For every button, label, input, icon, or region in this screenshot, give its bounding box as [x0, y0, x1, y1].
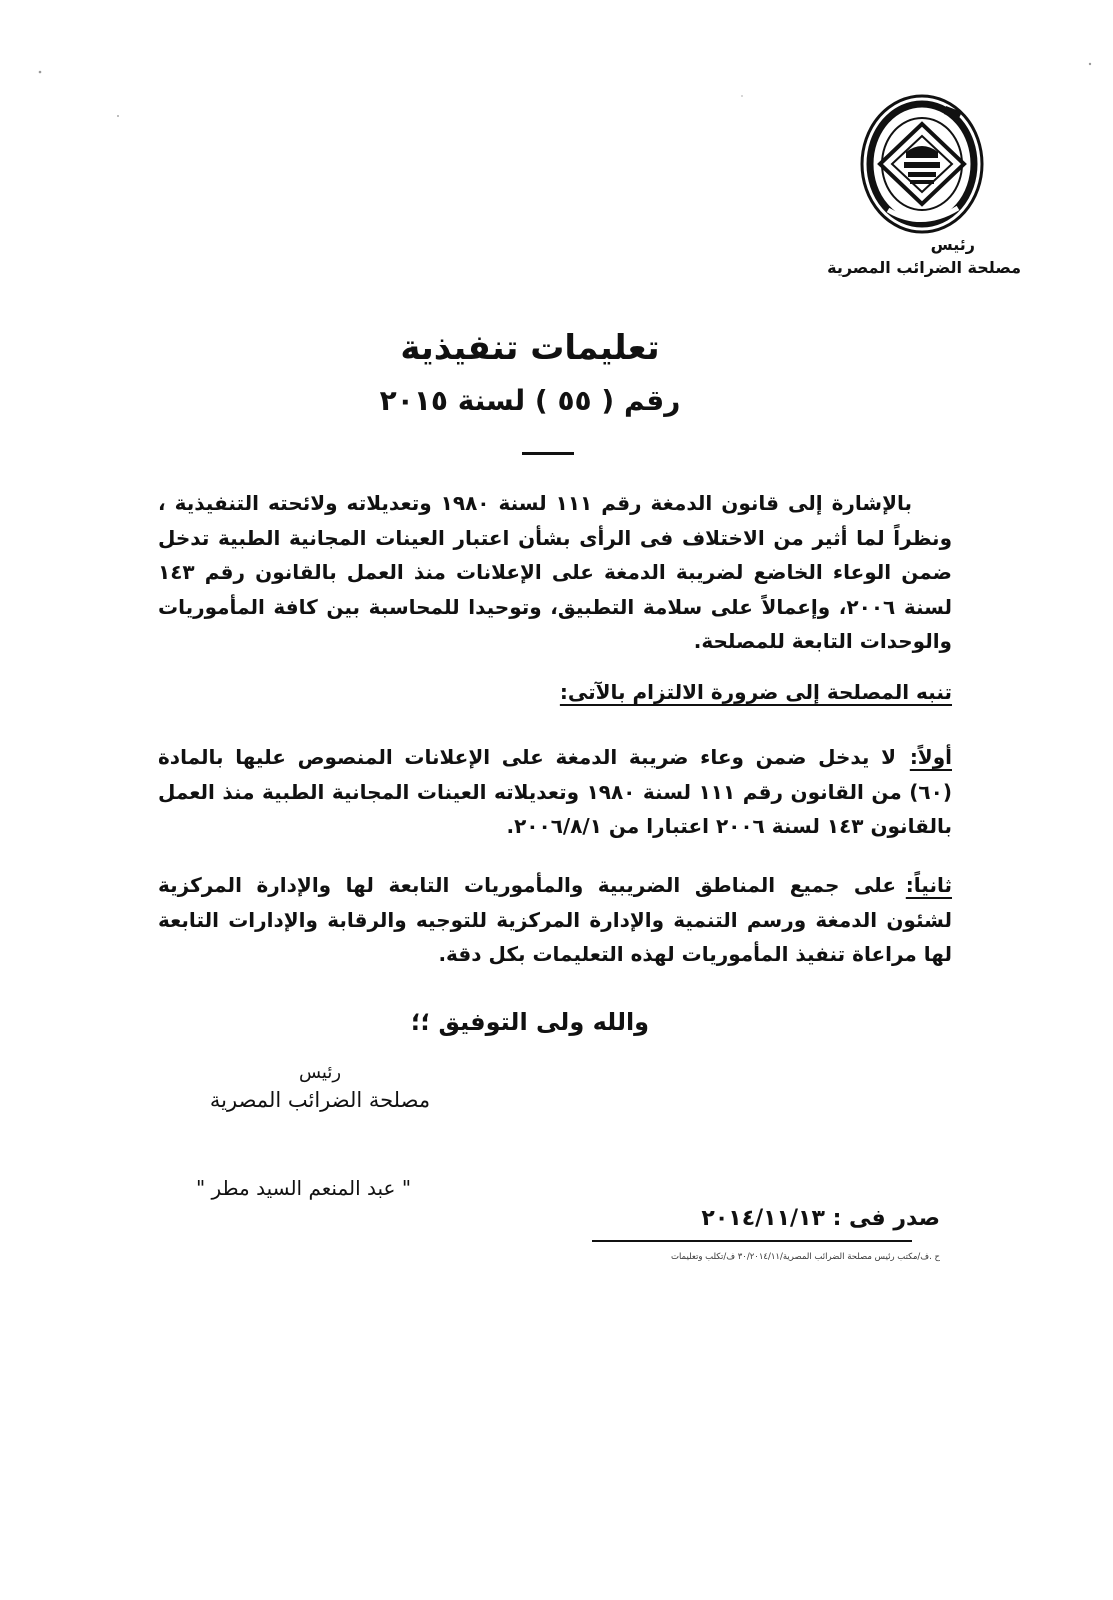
item-lead: ثانياً:	[905, 873, 952, 897]
closing-phrase: والله ولى التوفيق ؛؛	[410, 1008, 650, 1036]
signatory-name: " عبد المنعم السيد مطر "	[196, 1176, 412, 1200]
item-lead: أولاً:	[909, 745, 952, 769]
signature-authority: مصلحة الضرائب المصرية	[209, 1088, 431, 1112]
issuer-authority: مصلحة الضرائب المصرية	[827, 258, 1021, 277]
notice-text: تنبه المصلحة إلى ضرورة الالتزام بالآتى:	[559, 680, 952, 704]
instruction-item-first	[158, 740, 952, 844]
item-text: لا يدخل ضمن وعاء ضريبة الدمغة على الإعلانات المنصوص عليها بالمادة (٦٠) من القانون رقم ١١١ لسنة ١٩٨٠ وتعديلاته العينات المجانية الطبية منذ العمل بالقانون ١٤٣ لسنة ٢٠٠٦ اعتبارا من ٢٠٠٦/٨/١.	[158, 745, 952, 838]
issue-date-line	[590, 1206, 940, 1231]
signature-title: رئيس	[298, 1062, 342, 1083]
issuer-header	[761, 234, 1021, 280]
authority-seal-icon	[858, 92, 986, 238]
item-text: على جميع المناطق الضريبية والمأموريات التابعة لها والإدارة المركزية لشئون الدمغة ورسم التنمية والإدارة المركزية للتوجيه والرقابة والإدارات التابعة لها مراعاة تنفيذ المأموريات لهذه التعليمات بكل دقة.	[158, 873, 952, 966]
notice-heading	[500, 680, 952, 704]
instruction-item-second	[158, 868, 952, 972]
issuer-title: رئيس	[930, 235, 975, 254]
document-number: رقم ( ٥٥ ) لسنة ٢٠١٥	[379, 384, 681, 417]
issue-date-underline	[592, 1240, 912, 1242]
title-divider	[522, 452, 574, 455]
issue-date-value: ٢٠١٤/١١/١٣	[701, 1206, 825, 1231]
issue-date-label: صدر فى :	[832, 1206, 940, 1231]
file-reference-footnote: ح .ف/مكتب رئيس مصلحة الضرائب المصرية/٣٠/٢٠١٤/١١ ف/تكلب وتعليمات	[670, 1252, 940, 1262]
intro-paragraph: بالإشارة إلى قانون الدمغة رقم ١١١ لسنة ١٩٨٠ وتعديلاته ولائحته التنفيذية ، ونظراً لما أثير من الاختلاف فى الرأى بشأن اعتبار العينات المجانية الطبية تدخل ضمن الوعاء الخاضع لضريبة الدمغة على الإعلانات منذ العمل بالقانون رقم ١٤٣ لسنة ٢٠٠٦، وإعمالاً على سلامة التطبيق، وتوحيدا للمحاسبة بين كافة المأموريات والوحدات التابعة للمصلحة.	[158, 491, 952, 653]
document-title: تعليمات تنفيذية	[400, 328, 660, 368]
